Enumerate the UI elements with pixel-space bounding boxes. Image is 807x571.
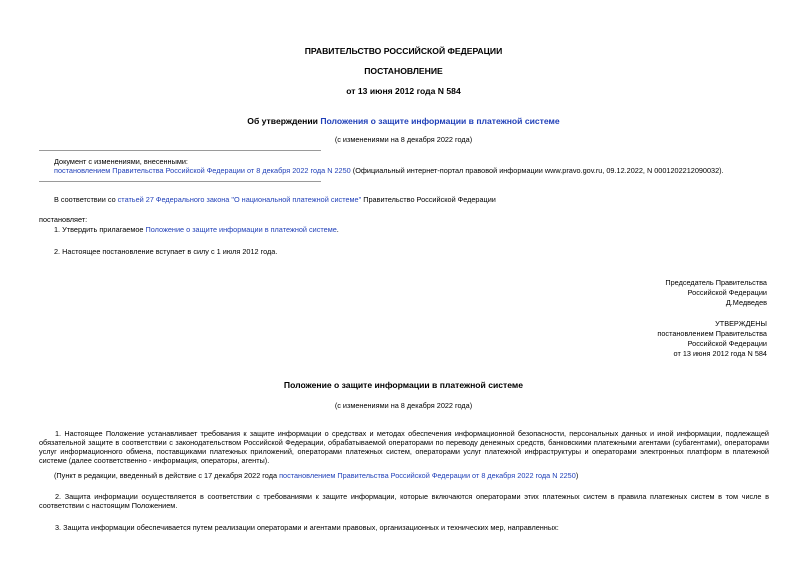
document-type: ПОСТАНОВЛЕНИЕ — [364, 66, 443, 76]
approved-line-2: постановлением Правительства — [657, 329, 767, 338]
changes-line — [54, 166, 724, 175]
federal-law-link[interactable]: статьей 27 Федерального закона "О национальной платежной системе" — [117, 195, 362, 204]
divider-top — [39, 150, 321, 151]
amended-note: (с изменениями на 8 декабря 2022 года) — [334, 135, 473, 144]
regulation-amended: (с изменениями на 8 декабря 2022 года) — [334, 401, 473, 410]
preamble — [54, 195, 496, 204]
document-title-prefix: Об утверждении — [247, 116, 321, 126]
amendment-link[interactable]: постановлением Правительства Российской Федерации от 8 декабря 2022 года N 2250 — [54, 166, 351, 175]
signature-country: Российской Федерации — [687, 288, 767, 297]
signature-position: Председатель Правительства — [665, 278, 767, 287]
government-name: ПРАВИТЕЛЬСТВО РОССИЙСКОЙ ФЕДЕРАЦИИ — [304, 46, 503, 56]
regulation-link-item[interactable]: Положение о защите информации в платежной системе — [145, 225, 337, 234]
item-2: 2. Настоящее постановление вступает в силу с 1 июля 2012 года. — [54, 247, 278, 256]
item-1-suffix: . — [336, 225, 339, 234]
regulation-paragraph-2: 2. Защита информации осуществляется в соответствии с требованиями к защите информации, которые включаются операторами этих платежных систем в правила платежных систем в том числе в соответствии с настоящим Положением. — [39, 492, 769, 511]
item-1 — [54, 225, 339, 234]
divider-bottom — [39, 181, 321, 182]
resolves-text: постановляет: — [39, 215, 88, 224]
changes-heading: Документ с изменениями, внесенными: — [54, 157, 188, 166]
approved-heading: УТВЕРЖДЕНЫ — [715, 319, 767, 328]
note-suffix: ) — [575, 471, 579, 480]
note-prefix: (Пункт в редакции, введенный в действие с 17 декабря 2022 года — [54, 471, 280, 480]
approved-line-4: от 13 июня 2012 года N 584 — [673, 349, 767, 358]
amendment-link-note[interactable]: постановлением Правительства Российской Федерации от 8 декабря 2022 года N 2250 — [279, 471, 576, 480]
document-date-number: от 13 июня 2012 года N 584 — [346, 86, 461, 96]
signature-name: Д.Медведев — [725, 298, 767, 307]
regulation-paragraph-1: 1. Настоящее Положение устанавливает требования к защите информации о средствах и методах обеспечения информационной безопасности, персональных данных и иной информации, подлежащей обязательной защите в соответствии с законодательством Российской Федерации, обрабатываемой операторами по переводу денежных средств, банковскими платежными агентами (субагентами), операторами услуг информационного обмена, поставщиками платежных приложений, операторами платежных систем, операторами услуг платежной инфраструктуры и операторами электронных платформ в платежной системе (далее соответственно - информация, операторы, агенты). — [39, 429, 769, 466]
regulation-link[interactable]: Положения о защите информации в платежной системе — [320, 116, 560, 126]
regulation-paragraph-3: 3. Защита информации обеспечивается путем реализации операторами и агентами правовых, организационных и технических мер, направленных: — [55, 523, 559, 532]
changes-source: (Официальный интернет-портал правовой информации www.pravo.gov.ru, 09.12.2022, N 0001202212090032). — [350, 166, 724, 175]
paragraph-1-note — [54, 471, 578, 480]
preamble-suffix: Правительство Российской Федерации — [361, 195, 496, 204]
regulation-title: Положение о защите информации в платежной системе — [283, 380, 524, 390]
approved-line-3: Российской Федерации — [687, 339, 767, 348]
document-title — [0, 116, 807, 127]
item-1-prefix: 1. Утвердить прилагаемое — [54, 225, 146, 234]
preamble-prefix: В соответствии со — [54, 195, 118, 204]
